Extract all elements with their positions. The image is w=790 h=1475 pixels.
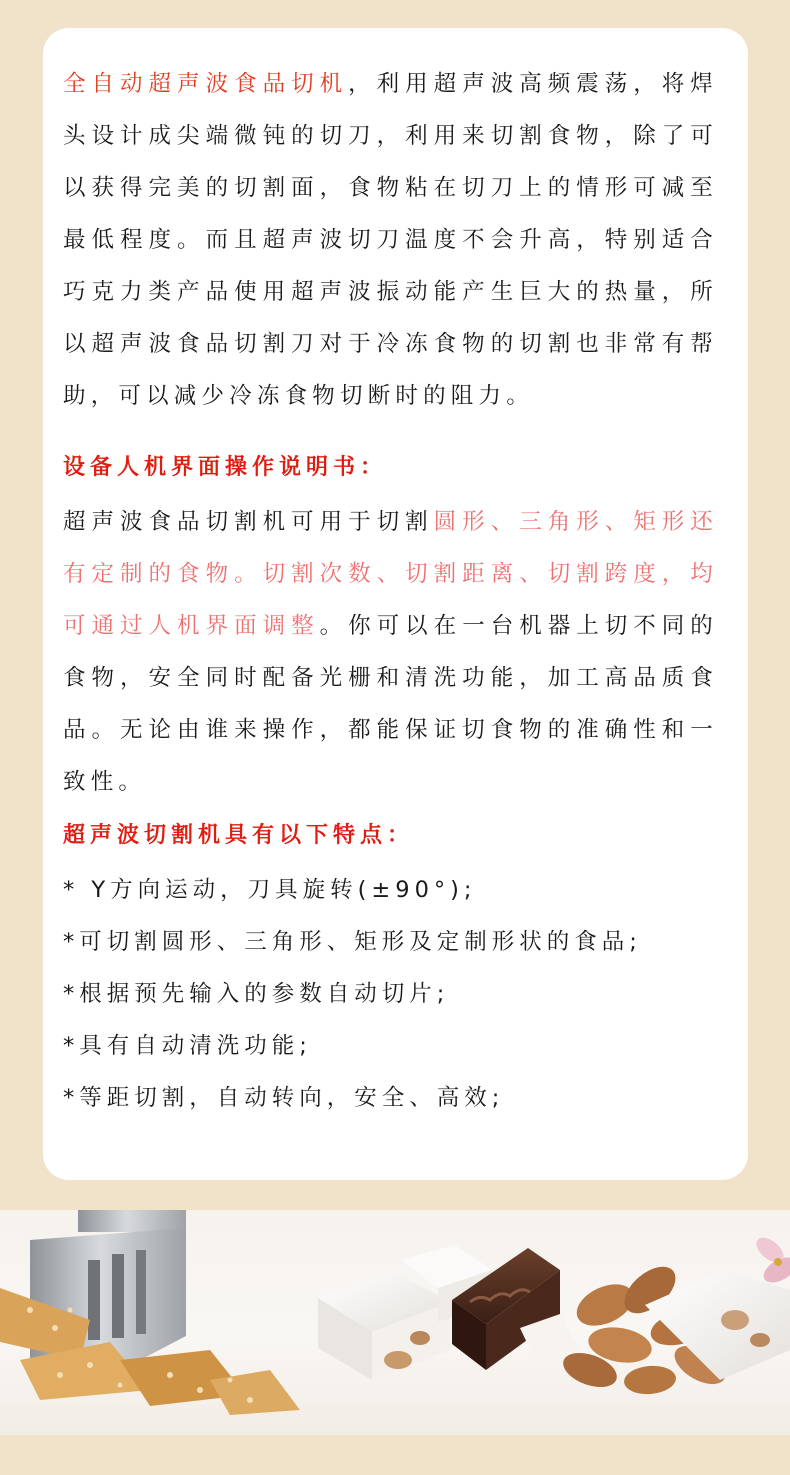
- feature-item: *可切割圆形、三角形、矩形及定制形状的食品;: [63, 929, 642, 955]
- food-banner-image: [0, 1210, 790, 1435]
- intro-highlight: 全自动超声波食品切机: [63, 71, 349, 97]
- manual-highlight: 圆形、三角形、矩形还有定制的食物。切割次数、切割距离、切割跨度，均可通过人机界面调整: [63, 509, 718, 639]
- manual-text-before: 超声波食品切割机可用于切割: [63, 509, 434, 535]
- food-illustration: [0, 1210, 790, 1435]
- manual-text-after: 。你可以在一台机器上切不同的食物，安全同时配备光栅和清洗功能，加工高品质食品。无论由谁来操作，都能保证切食物的准确性和一致性。: [63, 613, 718, 795]
- intro-text: ，利用超声波高频震荡，将焊头设计成尖端微钝的切刀，利用来切割食物，除了可以获得完美的切割面，食物粘在切刀上的情形可减至最低程度。而且超声波切刀温度不会升高，特别适合巧克力类产品使用超声波振动能产生巨大的热量，所以超声波食品切割刀对于冷冻食物的切割也非常有帮助，可以减少冷冻食物切断时的阻力。: [63, 71, 718, 409]
- intro-paragraph: [63, 58, 718, 422]
- feature-item: * Y方向运动，刀具旋转(±90°);: [63, 877, 477, 903]
- manual-heading: 设备人机界面操作说明书：: [63, 455, 388, 480]
- manual-paragraph: [63, 496, 718, 808]
- flower-icon: [752, 1233, 790, 1288]
- feature-item: *根据预先输入的参数自动切片;: [63, 981, 450, 1007]
- bottom-strip: [0, 1435, 790, 1475]
- feature-item: *等距切割，自动转向，安全、高效;: [63, 1085, 505, 1111]
- content-card: [43, 28, 748, 1180]
- features-list: [63, 864, 718, 1124]
- feature-item: *具有自动清洗功能;: [63, 1033, 312, 1059]
- features-heading: 超声波切割机具有以下特点：: [63, 823, 415, 848]
